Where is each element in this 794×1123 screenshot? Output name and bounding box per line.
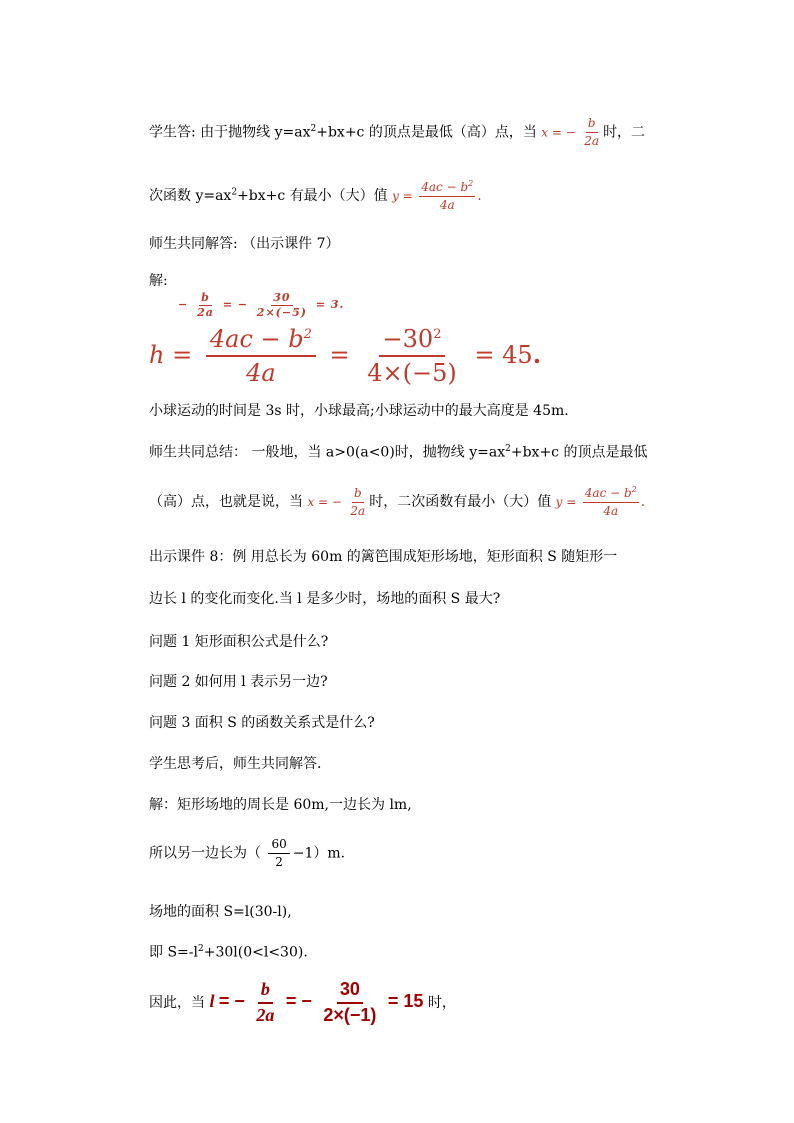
- l-variable: l: [209, 990, 215, 1011]
- fraction-denominator: 2a: [584, 134, 600, 149]
- period: .: [477, 188, 482, 205]
- fraction-numerator: $4ac - b^2$: [419, 180, 475, 197]
- time-expression: − $\frac{b}{2a}$ = − $\frac{30}{2\times(-5)}$ = 3.: [178, 291, 345, 319]
- summary-line-2: （高）点，也就是说，当 x = − $\frac{b}{2a}$ 时，二次函数有最小（大）值 y = $\frac{4ac - b^2}{4a}$ .: [149, 485, 646, 519]
- small-fraction-2: $\frac{30}{2\times(-5)}$: [256, 291, 307, 319]
- height-fraction-2: $\frac{-30^2}{4\times(-5)}$: [367, 325, 457, 388]
- answer-text-c: 时，二: [603, 124, 646, 141]
- summary-vertex-fraction: $\frac{b}{2a}$: [350, 485, 366, 518]
- summary-line-1: 师生共同总结： 一般地，当 a>0(a<0)时，抛物线 $y=ax^2+bx+c$ 的顶点是最低: [149, 444, 648, 461]
- example-line-1: 出示课件 8：例 用总长为 60m 的篱笆围成矩形场地，矩形面积 S 随矩形一: [149, 549, 618, 565]
- height-fraction-1: $\frac{4ac - b^2}{4a}$: [206, 326, 316, 387]
- solution2-line-5: 因此，当 l = − $\frac{b}{2a}$ = − $\frac{30}{2\times(-1)}$ = 15 时，: [149, 979, 456, 1025]
- solution2-line-1: 解：矩形场地的周长是 60m,一边长为 lm,: [149, 797, 412, 813]
- solution-label: 解:: [149, 273, 168, 289]
- optimum-fraction-2: $\frac{30}{2\times(-1)}$: [323, 979, 377, 1025]
- question-2: 问题 2 如何用 l 表示另一边?: [149, 674, 328, 690]
- side-fraction: $\frac{60}{2}$: [268, 838, 289, 869]
- solution2-line-2: 所以另一边长为（ $\frac{60}{2}$ −1）m.: [149, 837, 346, 870]
- question-3: 问题 3 面积 S 的函数关系式是什么?: [149, 715, 375, 731]
- answer-text-d: 次函数 y=ax: [149, 188, 232, 205]
- optimum-fraction-1: $\frac{b}{2a}$: [256, 979, 275, 1025]
- max-value-fraction: [419, 180, 475, 212]
- h-variable: h: [149, 340, 165, 369]
- solution2-line-3: 场地的面积 S=l(30-l),: [149, 904, 292, 920]
- answer-text-a: 学生答: 由于抛物线 y=ax: [149, 124, 311, 141]
- summary-max-fraction: $\frac{4ac - b^2}{4a}$: [584, 485, 637, 519]
- answer-line-2: [149, 180, 482, 212]
- ball-result-line: 小球运动的时间是 3s 时，小球最高;小球运动中的最大高度是 45m.: [149, 403, 569, 419]
- fraction-numerator: b: [586, 117, 598, 133]
- superscript-2: 2: [310, 124, 317, 135]
- joint-answer-line: 师生共同解答: （出示课件 7）: [149, 236, 340, 252]
- y-equals: y =: [392, 189, 413, 204]
- question-1: 问题 1 矩形面积公式是什么?: [149, 634, 329, 650]
- example-line-2: 边长 l 的变化而变化.当 l 是多少时，场地的面积 S 最大?: [149, 591, 501, 607]
- x-equals: x = −: [541, 125, 576, 140]
- vertex-fraction: [582, 117, 601, 148]
- think-line: 学生思考后，师生共同解答.: [149, 756, 322, 772]
- answer-line-1: [149, 117, 645, 148]
- solution2-line-4: 即 $S=-l^2+30l(0<l<30)$.: [149, 944, 308, 961]
- small-fraction-1: $\frac{b}{2a}$: [197, 291, 214, 319]
- fraction-denominator: 4a: [439, 198, 455, 213]
- answer-text-b: +bx+c 的顶点是最低（高）点，当: [316, 124, 537, 141]
- answer-text-e: +bx+c 有最小（大）值: [237, 188, 388, 205]
- superscript-2b: 2: [231, 187, 238, 198]
- height-equation: h = $\frac{4ac - b^2}{4a}$ = $\frac{-30^2}{4\times(-5)}$ = 45.: [149, 325, 542, 388]
